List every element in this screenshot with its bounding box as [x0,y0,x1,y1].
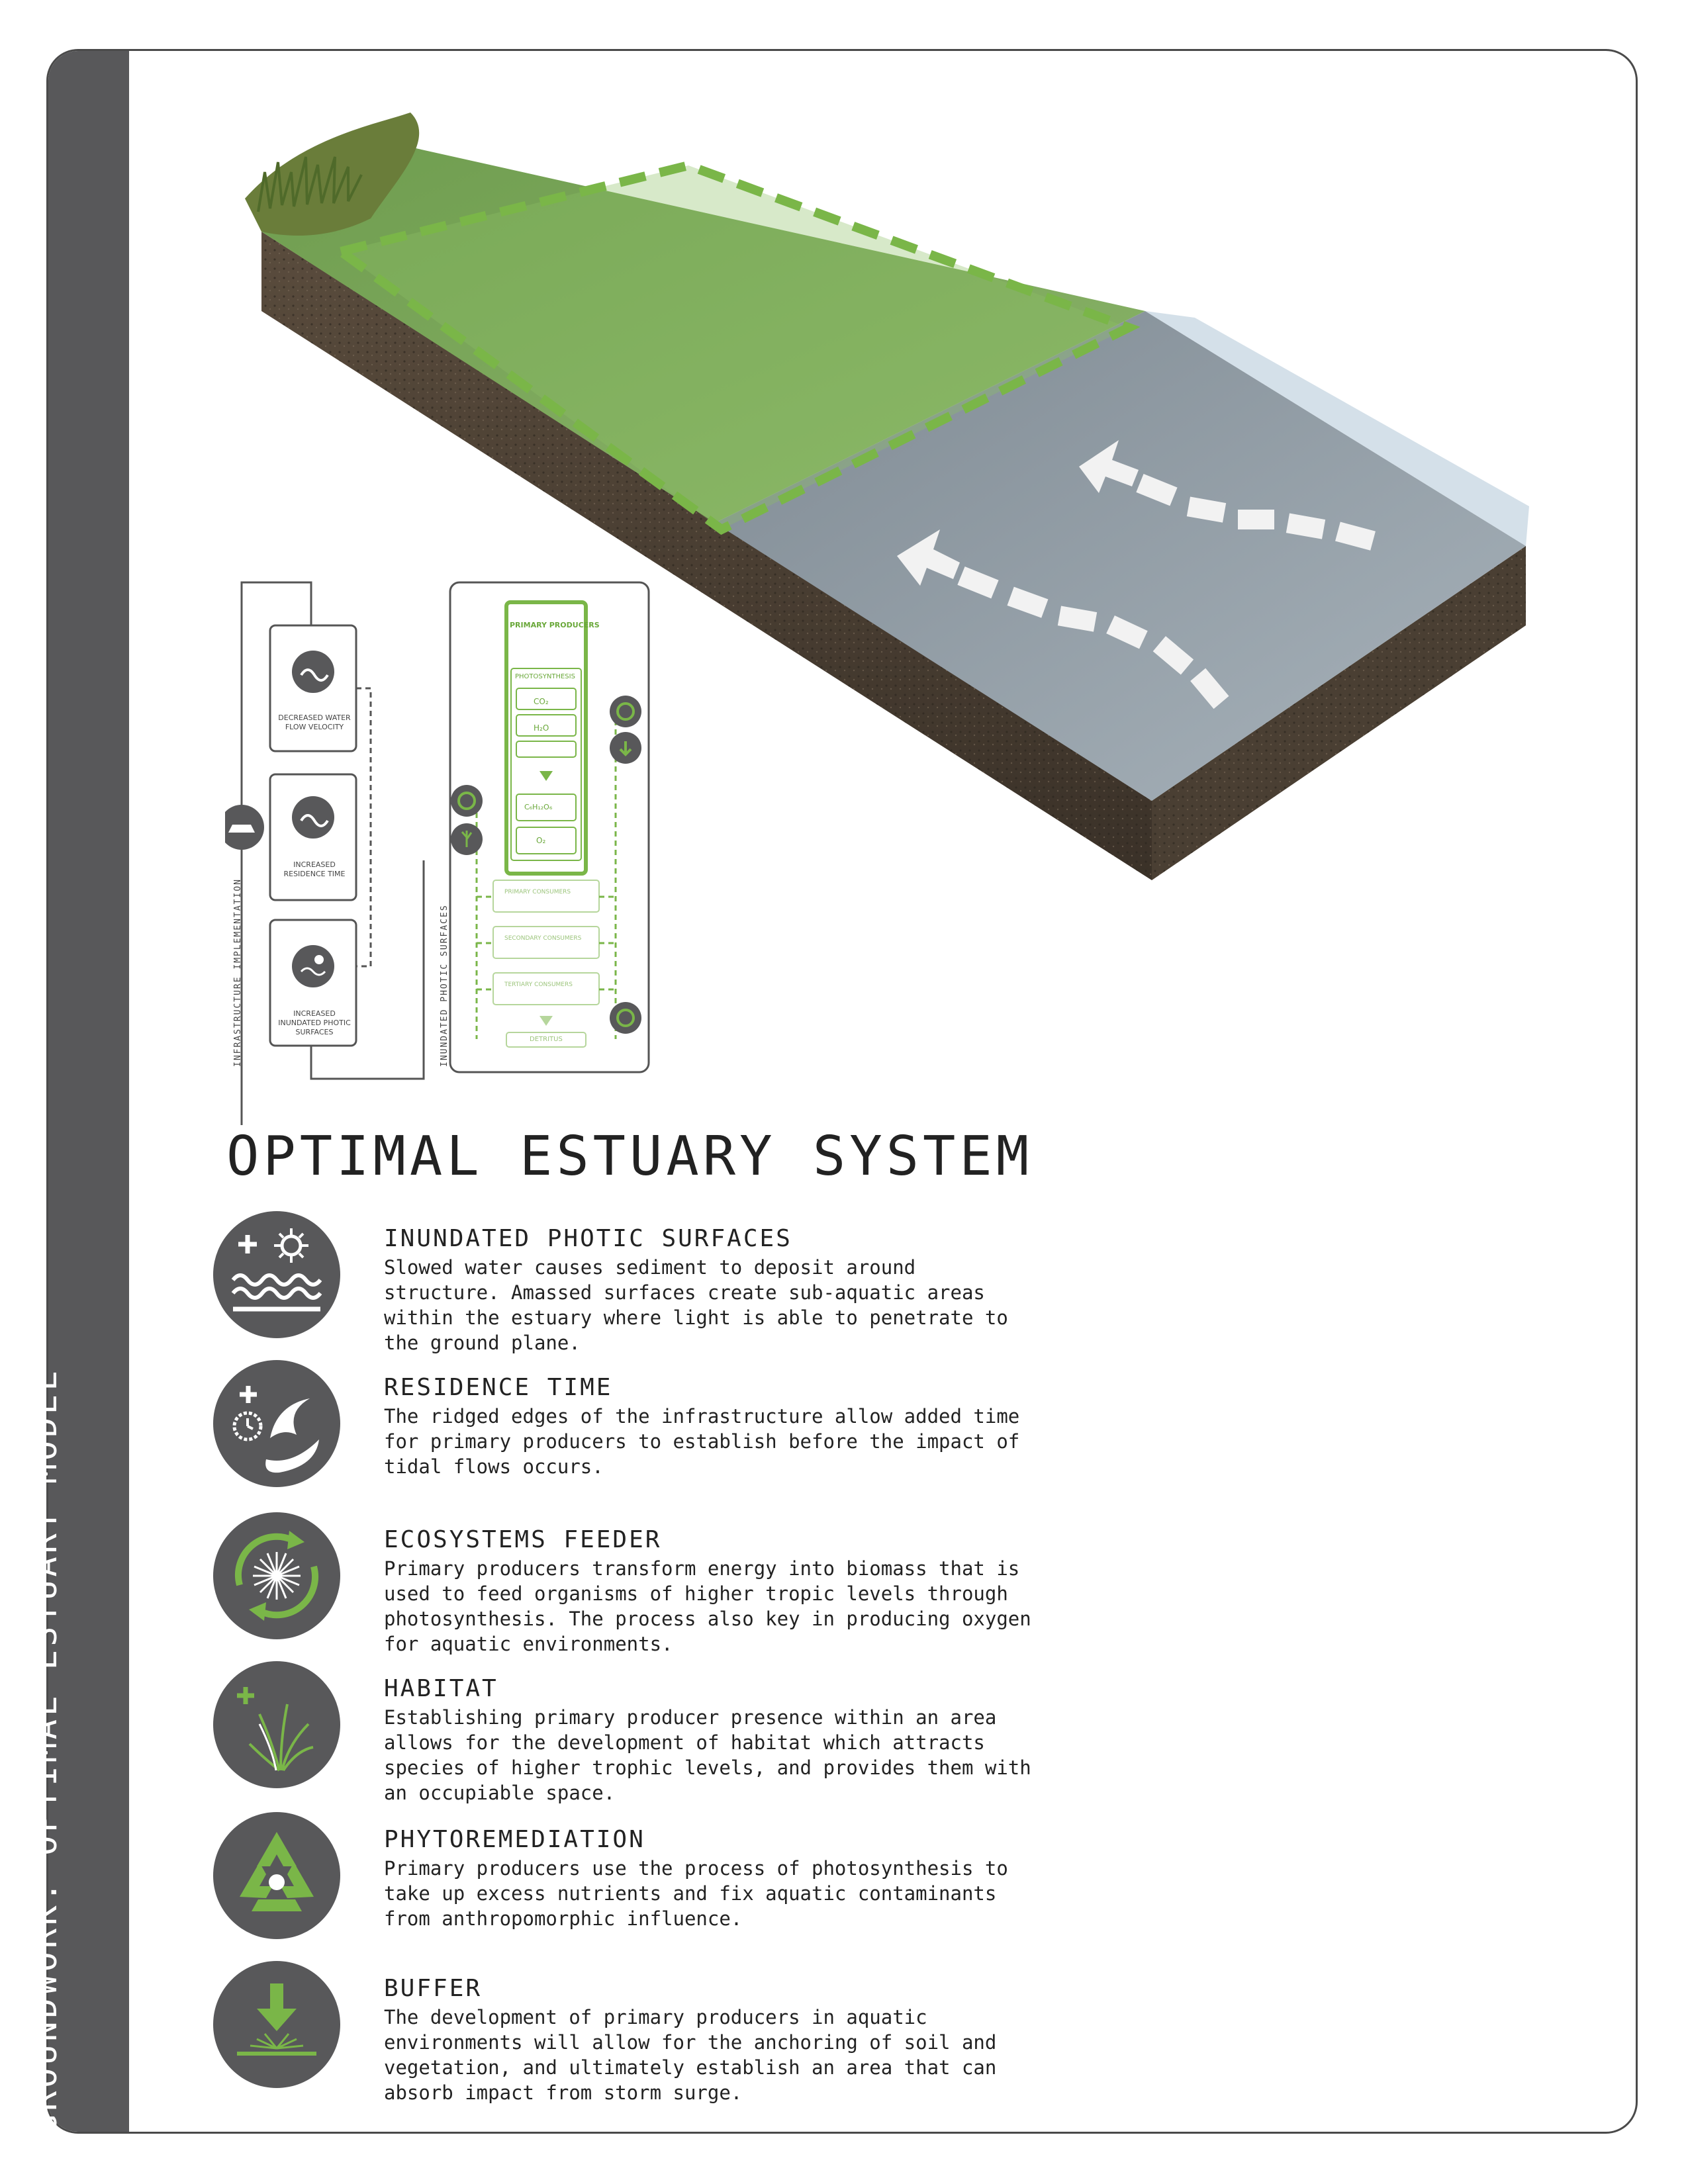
item-body: The development of primary producers in aquatic environments will allow for the anchoring of soil and vegetation, and ultimately establish an area that can absorb impact from storm surge. [384,2006,997,2104]
surfaces-label: INUNDATED PHOTIC SURFACES [440,904,449,1067]
output-glucose: C₆H₁₂O₆ [524,803,553,811]
sun-waves-icon [213,1211,340,1338]
cycle-starburst-icon [213,1512,340,1639]
output-o2: O₂ [536,836,546,845]
sidebar-title: GROUNDWORK: OPTIMAL ESTUARY MODEL [26,1367,64,2134]
item-title: BUFFER [384,1975,483,2002]
item-body: The ridged edges of the infrastructure allow added time for primary producers to establish before the impact of tidal flows occurs. [384,1405,1020,1478]
seagrass-icon [213,1661,340,1788]
item-body: Primary producers use the process of photosynthesis to take up excess nutrients and fix aquatic contaminants from anthropomorphic influence. [384,1857,1008,1930]
item-title: HABITAT [384,1675,498,1702]
item-title: ECOSYSTEMS FEEDER [384,1526,662,1553]
consumer-secondary: SECONDARY CONSUMERS [504,935,582,942]
input-co2: CO₂ [534,697,549,706]
impact-arrow-icon [213,1961,340,2088]
input-h2o: H₂O [534,723,549,733]
item-title: INUNDATED PHOTIC SURFACES [384,1225,792,1252]
primary-producers-label: PRIMARY PRODUCERS [510,621,600,629]
item-body: Establishing primary producer presence within an area allows for the development of habitat which attracts species of higher trophic levels, and provides them with an occupiable space. [384,1706,1031,1804]
item-body: Slowed water causes sediment to deposit around structure. Amassed surfaces create sub-aquatic areas within the estuary where light is able to penetrate to the ground plane. [384,1256,1008,1354]
photosynthesis-label: PHOTOSYNTHESIS [515,673,575,680]
item-body: Primary producers transform energy into biomass that is used to feed organisms of higher tropic levels through photosynthesis. The process also key in producing oxygen for aquatic environments. [384,1557,1031,1655]
flow-box-3-label: INCREASED INUNDATED PHOTIC SURFACES [278,1009,351,1036]
page-title: OPTIMAL ESTUARY SYSTEM [226,1125,1033,1188]
consumer-tertiary: TERTIARY CONSUMERS [504,981,573,988]
flow-box-2-label: INCREASED RESIDENCE TIME [283,860,346,878]
consumer-primary: PRIMARY CONSUMERS [504,889,571,895]
implementation-label: INFRASTRUCTURE IMPLEMENTATION [233,878,243,1067]
detritus-label: DETRITUS [530,1036,563,1043]
recycle-hazard-icon [213,1812,340,1939]
item-title: RESIDENCE TIME [384,1374,613,1401]
item-title: PHYTOREMEDIATION [384,1826,645,1853]
clock-wave-icon [213,1360,340,1487]
process-diagram [225,576,675,1125]
flow-box-1-label: DECREASED WATER FLOW VELOCITY [278,713,351,731]
